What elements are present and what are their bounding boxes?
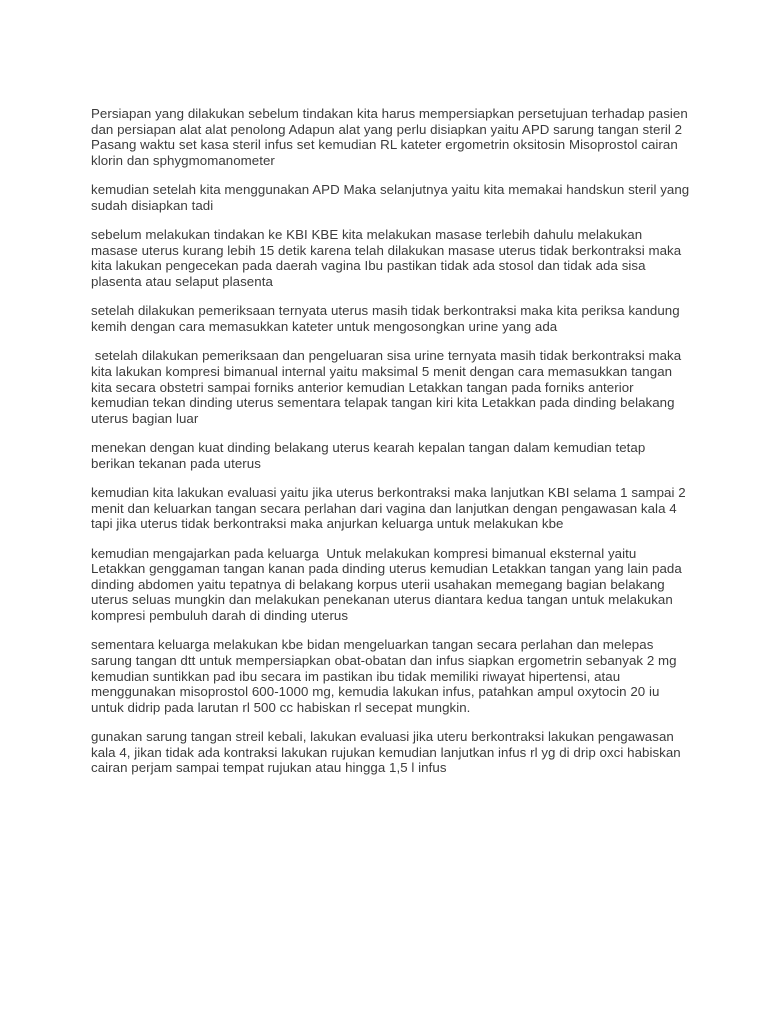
paragraph-1: Persiapan yang dilakukan sebelum tindakan kita harus mempersiapkan persetujuan terhadap pasien dan persiapan alat alat penolong Adapun alat yang perlu disiapkan yaitu APD sarung tangan steril 2 Pasang waktu set kasa steril infus set kemudian RL kateter ergometrin oksitosin Misoprostol cairan klorin dan sphygmomanometer [91, 106, 692, 168]
paragraph-4: setelah dilakukan pemeriksaan ternyata uterus masih tidak berkontraksi maka kita periksa kandung kemih dengan cara memasukkan kateter untuk mengosongkan urine yang ada [91, 303, 684, 334]
paragraph-9: sementara keluarga melakukan kbe bidan mengeluarkan tangan secara perlahan dan melepas sarung tangan dtt untuk mempersiapkan obat-obatan dan infus siapkan ergometrin sebanyak 2 mg kemudian suntikkan pad ibu secara im pastikan ibu tidak memiliki riwayat hipertensi, atau menggunakan misoprostol 600-1000 mg, kemudia lakukan infus, patahkan ampul oxytocin 20 iu untuk didrip pada larutan rl 500 cc habiskan rl secepat mungkin. [91, 637, 681, 715]
paragraph-6: menekan dengan kuat dinding belakang uterus kearah kepalan tangan dalam kemudian tetap berikan tekanan pada uterus [91, 440, 650, 471]
paragraph-8: kemudian mengajarkan pada keluarga Untuk melakukan kompresi bimanual eksternal yaitu Letakkan genggaman tangan kanan pada dinding uterus kemudian Letakkan tangan yang lain pada dinding abdomen yaitu tepatnya di belakang korpus uterii usahakan memegang bagian belakang uterus seluas mungkin dan melakukan penekanan uterus diantara kedua tangan untuk melakukan kompresi pembuluh darah di dinding uterus [91, 545, 686, 624]
document-body [91, 106, 691, 790]
paragraph-7: kemudian kita lakukan evaluasi yaitu jika uterus berkontraksi maka lanjutkan KBI selama 1 sampai 2 menit dan keluarkan tangan secara perlahan dari vagina dan lanjutkan dengan pengawasan kala 4 tapi jika uterus tidak berkontraksi maka anjurkan keluarga untuk melakukan kbe [91, 485, 690, 532]
paragraph-3: sebelum melakukan tindakan ke KBI KBE kita melakukan masase terlebih dahulu melakukan masase uterus kurang lebih 15 detik karena telah dilakukan masase uterus tidak berkontraksi maka kita lakukan pengecekan pada daerah vagina Ibu pastikan tidak ada stosol dan tidak ada sisa plasenta atau selaput plasenta [91, 227, 685, 289]
paragraph-5: setelah dilakukan pemeriksaan dan pengeluaran sisa urine ternyata masih tidak berkontraksi maka kita lakukan kompresi bimanual internal yaitu maksimal 5 menit dengan cara memasukkan tangan kita secara obstetri sampai forniks anterior kemudian Letakkan tangan pada forniks anterior kemudian tekan dinding uterus sementara telapak tangan kiri kita Letakkan pada dinding belakang uterus bagian luar [91, 348, 685, 426]
paragraph-2: kemudian setelah kita menggunakan APD Maka selanjutnya yaitu kita memakai handskun steril yang sudah disiapkan tadi [91, 182, 693, 213]
paragraph-10: gunakan sarung tangan streil kebali, lakukan evaluasi jika uteru berkontraksi lakukan pengawasan kala 4, jikan tidak ada kontraksi lakukan rujukan kemudian lanjutkan infus rl yg di drip oxci habiskan cairan perjam sampai tempat rujukan atau hingga 1,5 l infus [91, 729, 685, 776]
